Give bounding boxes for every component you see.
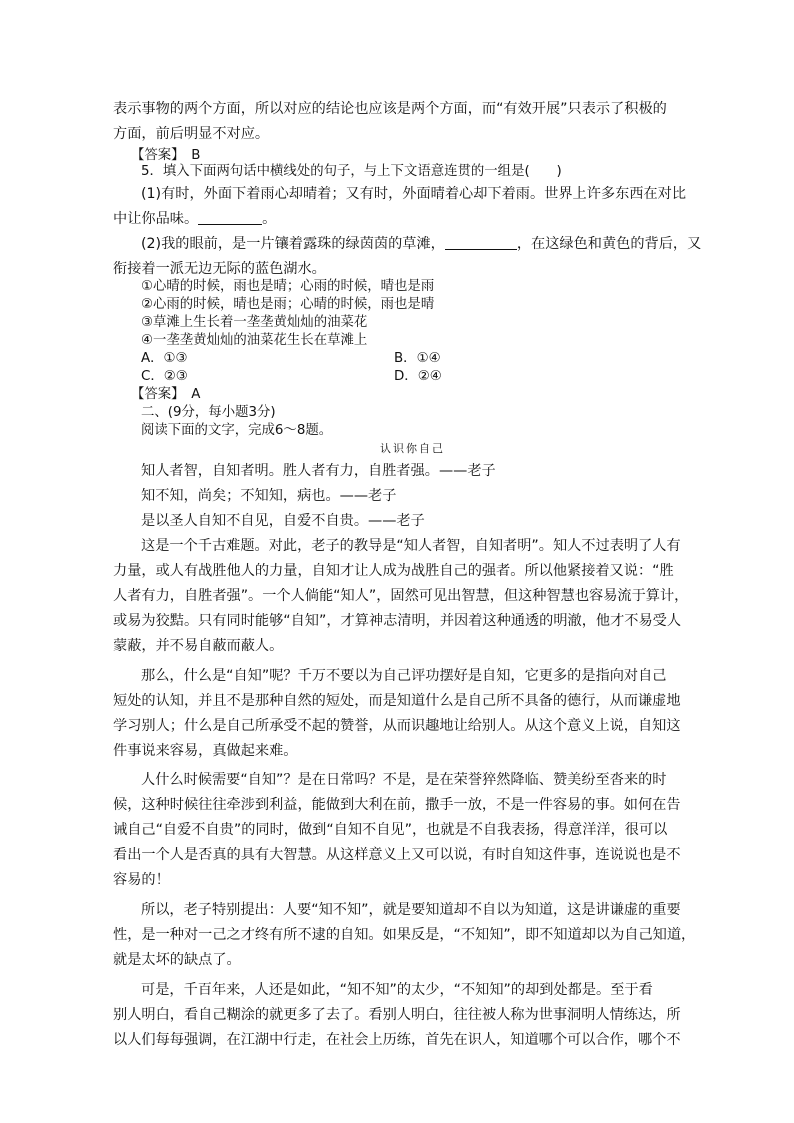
option-b: B．①④: [394, 351, 441, 366]
quote-line: 知不知，尚矣；不知知，病也。——老子: [141, 488, 397, 504]
choice-item: ①心晴的时候，雨也是晴；心雨的时候，晴也是雨: [141, 279, 435, 294]
option-row: [141, 350, 641, 368]
paragraph-line: 可是，千百年来，人还是如此，“知不知”的太少，“不知知”的却到处都是。至于看: [141, 982, 653, 998]
option-d: D．②④: [394, 369, 442, 384]
paragraph-line: 学习别人；什么是自己所承受不起的赞誉，从而识趣地让给别人。从这个意义上说，自知这: [113, 718, 681, 734]
paragraph-line: 人者有力，自胜者强”。一个人倘能“知人”，固然可见出智慧，但这种智慧也容易流于算计，: [113, 588, 689, 604]
text-line: 表示事物的两个方面，所以对应的结论也应该是两个方面，而“有效开展”只表示了积极的: [113, 101, 667, 117]
paragraph-line: 件事说来容易，真做起来难。: [113, 743, 298, 759]
quote-line: 知人者智，自知者明。胜人者有力，自胜者强。——老子: [141, 463, 496, 479]
paragraph-line: 别人明白，看自己糊涂的就更多了去了。看别人明白，往往被人称为世事洞明人情练达，所: [113, 1007, 681, 1023]
paragraph-line: 就是太坏的缺点了。: [113, 952, 241, 968]
question-line: 5．填入下面两句话中横线处的句子，与上下文语意连贯的一组是( ): [141, 164, 562, 179]
text-line: (1)有时，外面下着雨心却晴着；又有时，外面晴着心却下着雨。世界上许多东西在对比: [141, 186, 687, 202]
section-heading: 二、(9分，每小题3分): [141, 405, 276, 420]
paragraph-line: 这是一个千古难题。对此，老子的教导是“知人者智，自知者明”。知人不过表明了人有: [141, 538, 681, 554]
text-line: 中让你品味。 。: [113, 211, 277, 227]
instruction-line: 阅读下面的文字，完成6～8题。: [141, 423, 333, 438]
choice-item: ②心雨的时候，晴也是雨；心晴的时候，雨也是晴: [141, 297, 435, 312]
option-c: C．②③: [141, 369, 188, 384]
option-row: [141, 368, 641, 386]
paragraph-line: 那么，什么是“自知”呢？千万不要以为自己评功摆好是自知，它更多的是指向对自己: [141, 668, 667, 684]
text-line: 方面，前后明显不对应。: [113, 126, 270, 142]
paragraph-line: 以人们每每强调，在江湖中行走，在社会上历练，首先在识人，知道哪个可以合作，哪个不: [113, 1032, 681, 1048]
paragraph-line: 或易为狡黠。只有同时能够“自知”，才算神志清明，并因着这种通透的明澈，他才不易受人: [113, 613, 682, 629]
fill-blank: [198, 210, 262, 225]
paragraph-line: 看出一个人是否真的具有大智慧。从这样意义上又可以说，有时自知这件事，连说说也是不: [113, 847, 681, 863]
paragraph-line: 短处的认知，并且不是那种自然的短处，而是知道什么是自己所不具备的德行，从而谦虚地: [113, 693, 681, 709]
quote-line: 是以圣人自知不自见，自爱不自贵。——老子: [141, 513, 425, 529]
choice-item: ③草滩上生长着一垄垄黄灿灿的油菜花: [141, 315, 368, 330]
choice-item: ④一垄垄黄灿灿的油菜花生长在草滩上: [141, 333, 368, 348]
paragraph-line: 所以，老子特别提出：人要“知不知”，就是要知道却不自以为知道，这是讲谦虚的重要: [141, 902, 681, 918]
fill-blank: [445, 235, 517, 250]
paragraph-line: 力量，或人有战胜他人的力量，自知才让人成为战胜自己的强者。所以他紧接着又说：“胜: [113, 563, 674, 579]
paragraph-line: 诫自己“自爱不自贵”的同时，做到“自知不自见”，也就是不自我表扬，得意洋洋，很可以: [113, 822, 668, 838]
paragraph-line: 蒙蔽，并不易自蔽而蔽人。: [113, 638, 284, 654]
paragraph-line: 人什么时候需要“自知”？是在日常吗？不是，是在荣誉猝然降临、赞美纷至沓来的时: [141, 772, 667, 788]
option-a: A．①③: [141, 351, 188, 366]
paragraph-line: 容易的！: [113, 872, 170, 888]
answer-line: 【答案】 B: [131, 148, 201, 163]
paragraph-line: 候，这种时候往往牵涉到利益，能做到大利在前，撒手一放，不是一件容易的事。如何在告: [113, 797, 681, 813]
answer-line: 【答案】 A: [131, 387, 201, 402]
text-line: (2)我的眼前，是一片镶着露珠的绿茵茵的草滩， ，在这绿色和黄色的背后，又: [141, 236, 702, 252]
text-line: 衔接着一派无边无际的蓝色湖水。: [113, 261, 326, 277]
essay-title: 认识你自己: [380, 442, 445, 455]
paragraph-line: 性，是一种对一己之才终有所不逮的自知。如果反是，“不知知”，即不知道却以为自己知道，: [113, 927, 696, 943]
